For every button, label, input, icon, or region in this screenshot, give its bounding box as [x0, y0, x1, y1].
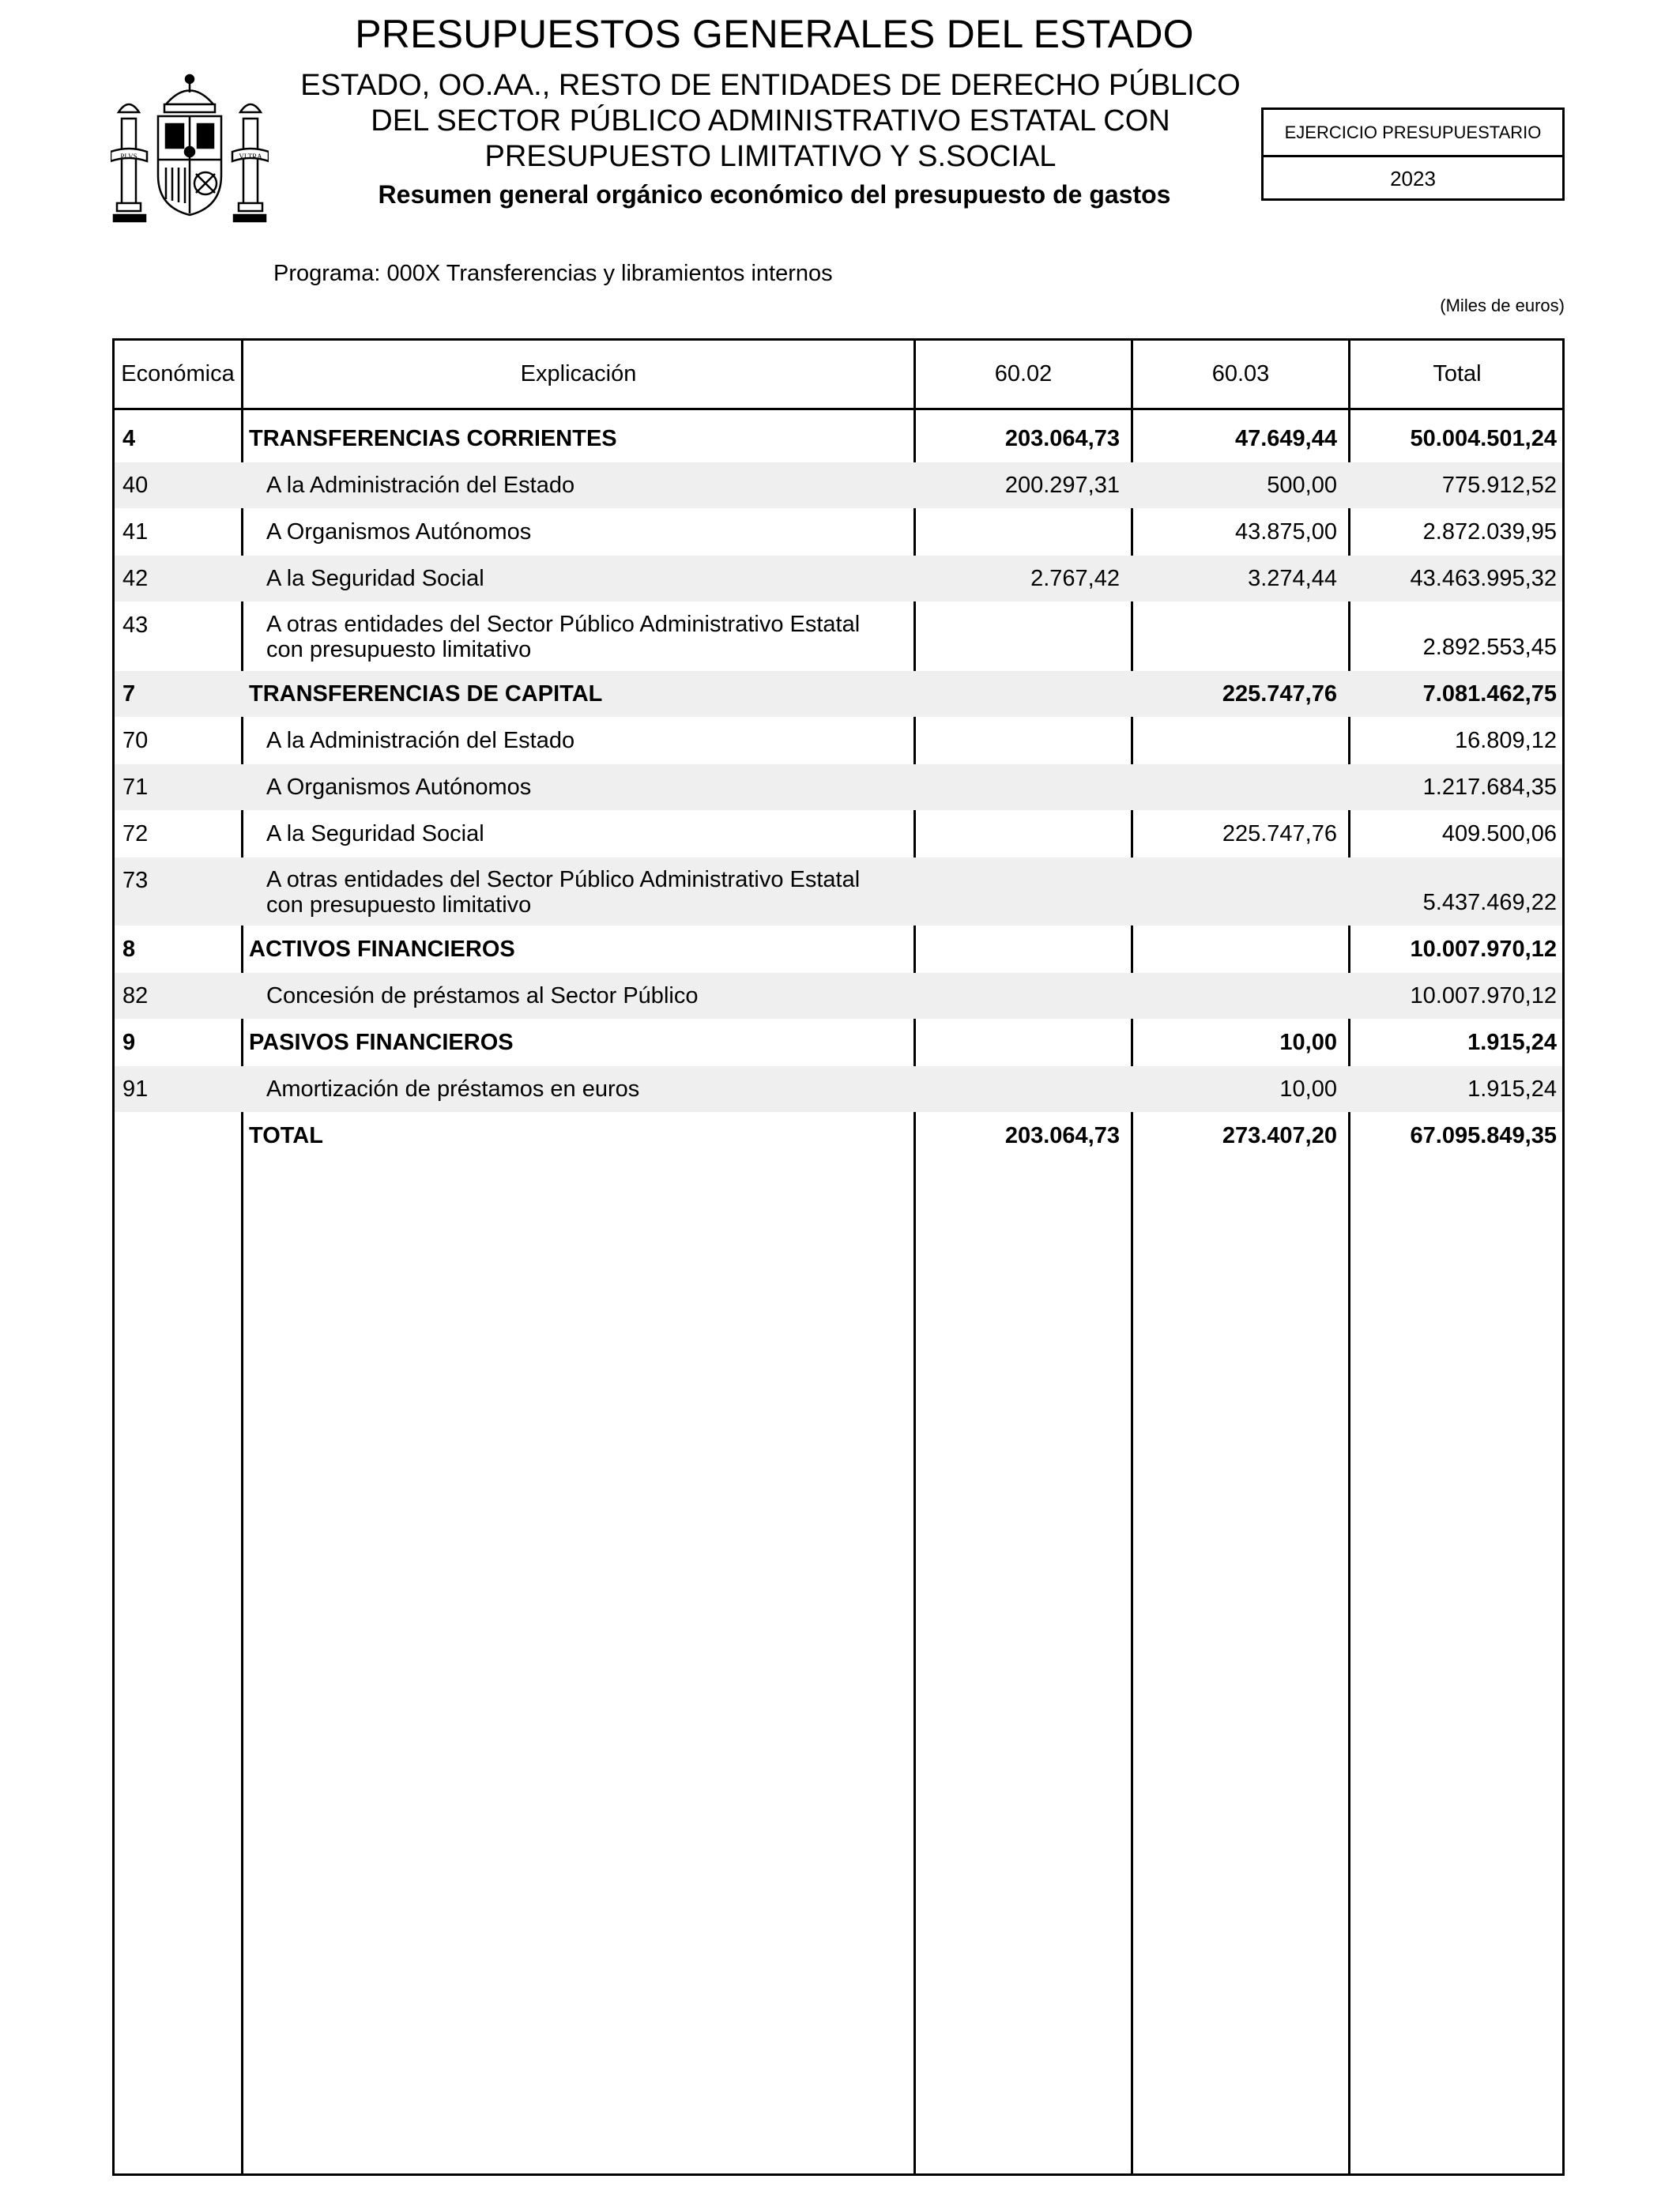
- units-label: (Miles de euros): [1440, 296, 1565, 315]
- cell-60-02: 203.064,73: [1004, 1123, 1120, 1148]
- table-row: [115, 556, 1562, 601]
- column-header-60-02: 60.02: [994, 361, 1053, 386]
- column-header-60-03: 60.03: [1211, 361, 1270, 386]
- cell-total: 2.892.553,45: [1422, 635, 1557, 660]
- table-row: [115, 671, 1562, 717]
- cell-total: 67.095.849,35: [1410, 1123, 1557, 1148]
- cell-60-03: [1129, 858, 1337, 925]
- table-row: [115, 416, 1562, 462]
- cell-code: 41: [122, 519, 149, 545]
- cell-total: 5.437.469,22: [1422, 890, 1557, 915]
- cell-60-02: [912, 811, 1120, 857]
- cell-total: 7.081.462,75: [1422, 681, 1557, 707]
- cell-label: Concesión de préstamos al Sector Público: [266, 983, 699, 1008]
- cell-label: Amortización de préstamos en euros: [266, 1076, 640, 1102]
- budget-year-value: 2023: [1390, 167, 1436, 190]
- table-row: [115, 1066, 1562, 1112]
- cell-code: 73: [122, 868, 149, 893]
- subtitle-line-3: PRESUPUESTO LIMITATIVO Y S.SOCIAL: [484, 140, 1057, 173]
- cell-total: 16.809,12: [1454, 728, 1557, 753]
- page-title: PRESUPUESTOS GENERALES DEL ESTADO: [355, 12, 1194, 56]
- table-row: [115, 509, 1562, 555]
- table-row: [115, 1020, 1562, 1065]
- cell-60-03: [1129, 926, 1337, 972]
- cell-total: 50.004.501,24: [1410, 426, 1557, 451]
- budget-table: [112, 338, 1565, 2176]
- cell-label: A la Seguridad Social: [266, 566, 484, 591]
- table-row: [115, 462, 1562, 508]
- cell-60-02: [912, 671, 1120, 717]
- cell-60-03: [1129, 764, 1337, 810]
- cell-code: [122, 1113, 233, 1159]
- svg-text:VLTRA: VLTRA: [239, 153, 262, 160]
- cell-code: 71: [122, 775, 149, 800]
- cell-total: 10.007.970,12: [1410, 983, 1557, 1008]
- cell-label: PASIVOS FINANCIEROS: [249, 1030, 514, 1055]
- subtitle-line-1: ESTADO, OO.AA., RESTO DE ENTIDADES DE DERECHO PÚBLICO: [300, 69, 1241, 102]
- table-row: [115, 811, 1562, 857]
- cell-label: A Organismos Autónomos: [266, 519, 532, 545]
- table-row: [115, 718, 1562, 763]
- cell-total: 1.915,24: [1467, 1030, 1557, 1055]
- cell-60-03: 3.274,44: [1248, 566, 1337, 591]
- budget-year-box: [1261, 107, 1565, 201]
- cell-code: 8: [122, 937, 136, 962]
- table-total-row: [115, 1113, 1562, 1159]
- cell-code: 40: [122, 473, 149, 498]
- program-label: Programa: 000X Transferencias y libramientos internos: [273, 261, 833, 286]
- cell-code: 72: [122, 821, 149, 846]
- cell-60-03: 225.747,76: [1222, 821, 1337, 846]
- cell-code: 82: [122, 983, 149, 1008]
- cell-code: 42: [122, 566, 149, 591]
- cell-60-02: [912, 858, 1120, 925]
- cell-60-02: [912, 1066, 1120, 1112]
- header-divider: [115, 408, 1562, 410]
- cell-60-02: [912, 764, 1120, 810]
- cell-total: 409.500,06: [1441, 821, 1557, 846]
- cell-code: 91: [122, 1076, 149, 1102]
- cell-60-03: 10,00: [1279, 1076, 1337, 1102]
- cell-label: A la Administración del Estado: [266, 728, 575, 753]
- cell-label: A la Seguridad Social: [266, 821, 484, 846]
- cell-60-03: 225.747,76: [1222, 681, 1337, 707]
- cell-label: TOTAL: [249, 1123, 323, 1148]
- cell-code: 7: [122, 681, 136, 707]
- table-row: [115, 973, 1562, 1019]
- cell-60-02: 203.064,73: [1004, 426, 1120, 451]
- cell-60-02: [912, 602, 1120, 670]
- cell-60-03: 273.407,20: [1222, 1123, 1337, 1148]
- cell-code: 4: [122, 426, 136, 451]
- cell-total: 2.872.039,95: [1422, 519, 1557, 545]
- cell-label: A Organismos Autónomos: [266, 775, 532, 800]
- column-header-economica: Económica: [121, 361, 235, 386]
- column-header-explicacion: Explicación: [520, 361, 637, 386]
- cell-60-02: [912, 926, 1120, 972]
- cell-60-02: [912, 973, 1120, 1019]
- report-name: Resumen general orgánico económico del presupuesto de gastos: [378, 180, 1171, 209]
- table-row: [115, 858, 1562, 925]
- cell-60-03: [1129, 973, 1337, 1019]
- cell-60-02: [912, 718, 1120, 763]
- cell-code: 9: [122, 1030, 136, 1055]
- cell-60-03: [1129, 602, 1337, 670]
- cell-60-03: 500,00: [1267, 473, 1337, 498]
- table-row: [115, 764, 1562, 810]
- cell-code: 43: [122, 613, 149, 638]
- cell-label: TRANSFERENCIAS CORRIENTES: [249, 426, 617, 451]
- cell-total: 775.912,52: [1441, 473, 1557, 498]
- cell-60-03: 47.649,44: [1234, 426, 1337, 451]
- cell-60-03: [1129, 718, 1337, 763]
- cell-label: A otras entidades del Sector Público Administrativo Estatal con presupuesto limitativo: [266, 612, 861, 662]
- cell-label: ACTIVOS FINANCIEROS: [249, 937, 515, 962]
- cell-60-02: [912, 509, 1120, 555]
- cell-total: 1.217.684,35: [1422, 775, 1557, 800]
- cell-60-02: 200.297,31: [1004, 473, 1120, 498]
- subtitle-line-2: DEL SECTOR PÚBLICO ADMINISTRATIVO ESTATAL CON: [371, 104, 1170, 138]
- table-row: [115, 926, 1562, 972]
- cell-code: 70: [122, 728, 149, 753]
- cell-label: TRANSFERENCIAS DE CAPITAL: [249, 681, 603, 707]
- budget-year-label: EJERCICIO PRESUPUESTARIO: [1264, 110, 1562, 157]
- cell-60-03: 43.875,00: [1234, 519, 1337, 545]
- cell-label: A otras entidades del Sector Público Administrativo Estatal con presupuesto limitativo: [266, 867, 861, 918]
- cell-total: 1.915,24: [1467, 1076, 1557, 1102]
- cell-total: 10.007.970,12: [1410, 937, 1557, 962]
- cell-60-02: [912, 1020, 1120, 1065]
- cell-label: A la Administración del Estado: [266, 473, 575, 498]
- cell-60-02: 2.767,42: [1030, 566, 1120, 591]
- cell-total: 43.463.995,32: [1410, 566, 1557, 591]
- column-header-total: Total: [1433, 361, 1482, 386]
- cell-60-03: 10,00: [1279, 1030, 1337, 1055]
- table-row: [115, 602, 1562, 670]
- svg-text:PLVS: PLVS: [120, 153, 137, 160]
